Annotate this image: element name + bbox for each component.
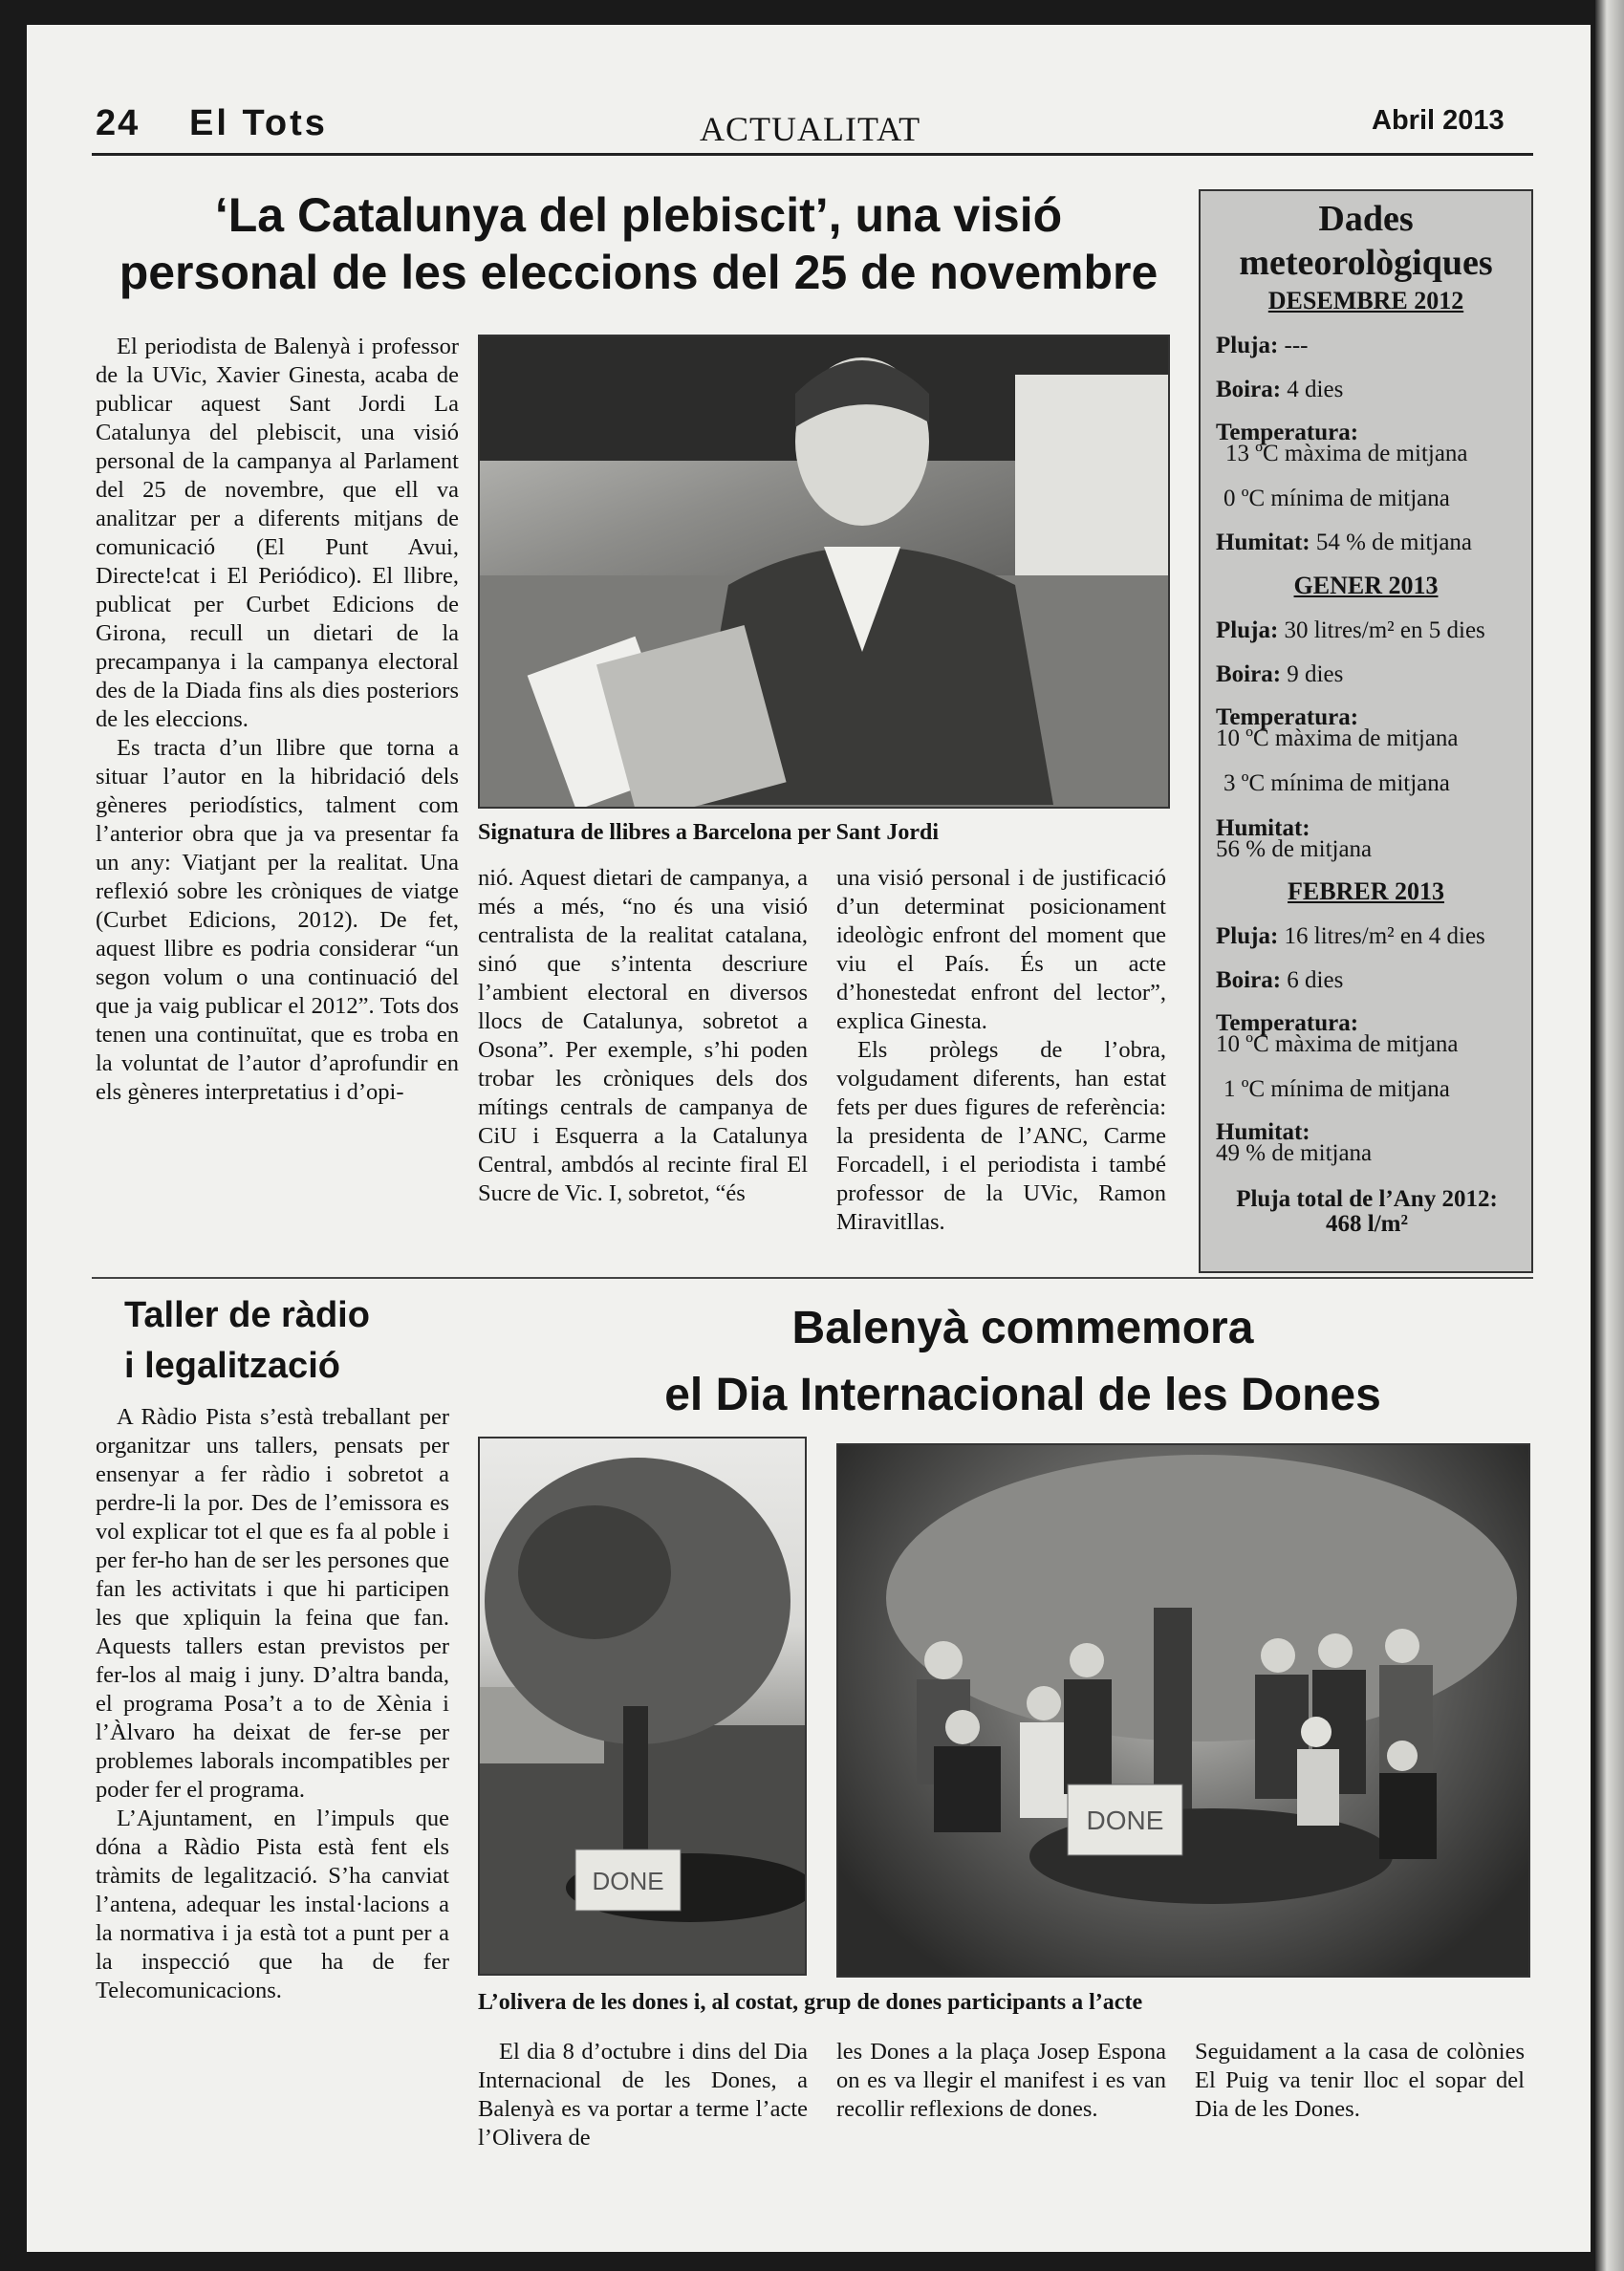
weather-humidity-value: 56 % de mitjana (1216, 836, 1373, 862)
article3-column-1 (478, 2038, 808, 2152)
publication-name: El Tots (189, 103, 328, 143)
weather-humidity-label: Humitat: (1216, 815, 1310, 841)
weather-total-value: 468 l/m² (1326, 1211, 1408, 1237)
weather-humidity-value: 54 % de mitjana (1315, 530, 1473, 555)
weather-rain-label: Pluja: (1216, 923, 1279, 949)
article1-column-3 (836, 864, 1166, 1237)
article1-paragraph: Els pròlegs de l’obra, volgudament diferents, han estat fets per dues figures de referència: la presidenta de l’ANC, Carme Forcadell, i el periodista i també professor de la UVic, Ramon Miravitllas. (836, 1037, 1166, 1235)
weather-rain (1216, 617, 1485, 644)
article1-paragraph: El periodista de Balenyà i professor de la UVic, Xavier Ginesta, acaba de publicar aquest Sant Jordi La Catalunya del plebiscit, una visió personal de la campanya al Parlament del 25 de novembre, que ell va analitzar per a diferents mitjans de comunicació (El Punt Avui, Directe!cat i El Periódico). El llibre, publicat per Curbet Edicions de Girona, recull un dietari de la precampanya i la campanya electoral des de la Diada fins als dies posteriors de les eleccions. (96, 334, 459, 732)
article1-headline: ‘La Catalunya del plebiscit’, una visió personal de les eleccions del 25 de novembre (119, 188, 1158, 299)
article2-paragraph: A Ràdio Pista s’està treballant per organitzar uns tallers, pensats per ensenyar a fer ràdio i sobretot a perdre-li la por. Des de l’emissora es vol explicar tot el que es fa al poble i per fer-ho han de ser les persones que fan les activitats i que hi participen les que xpliquin la feina que fan. Aquests tallers estan previstos per fer-los al maig i juny. D’altra banda, el programa Posa’t a to de Xènia i l’Àlvaro ha deixat de fer-se per problemes laborals incompatibles per poder fer el programa. (96, 1404, 449, 1803)
article3-column-3 (1195, 2038, 1525, 2124)
weather-title-line: Dades (1318, 199, 1414, 239)
weather-month-heading: FEBRER 2013 (1288, 877, 1444, 905)
weather-title (1199, 197, 1533, 285)
weather-fog-label: Boira: (1216, 661, 1282, 687)
weather-temp-label: Temperatura: (1216, 1010, 1359, 1036)
book-signing-illustration (480, 336, 1168, 807)
weather-temperature (1216, 1010, 1459, 1057)
page-number: 24 (96, 103, 141, 143)
page-spine (1595, 0, 1624, 2271)
olive-tree-illustration (480, 1438, 805, 1974)
weather-rain-label: Pluja: (1216, 333, 1279, 358)
article3-paragraph: les Dones a la plaça Josep Espona on es va llegir el manifest i es van recollir reflexions de dones. (836, 2039, 1166, 2122)
weather-month-heading: GENER 2013 (1293, 572, 1439, 599)
weather-temp-min: 3 ºC mínima de mitjana (1223, 770, 1450, 796)
weather-temp-min: 0 ºC mínima de mitjana (1223, 486, 1450, 511)
issue-date: Abril 2013 (1372, 105, 1505, 136)
weather-humidity-value: 49 % de mitjana (1216, 1140, 1373, 1166)
weather-fog-label: Boira: (1216, 967, 1282, 993)
article3-headline (612, 1295, 1434, 1428)
weather-rain-label: Pluja: (1216, 617, 1279, 643)
weather-temp-label: Temperatura: (1216, 420, 1359, 445)
weather-temp-min: 1 ºC mínima de mitjana (1223, 1076, 1450, 1102)
article2-headline-line: i legalització (124, 1346, 340, 1387)
article1-paragraph: una visió personal i de justificació d’un determinat posicionament ideològic enfront del moment que viu el País. És un acte d’honestedat enfront del lector”, explica Ginesta. (836, 865, 1166, 1034)
dones-sign-text: DONE (592, 1867, 664, 1895)
women-group-illustration (838, 1445, 1528, 1976)
weather-fog (1216, 967, 1343, 994)
section-divider (92, 1277, 1533, 1279)
weather-temp-max: 10 ºC màxima de mitjana (1216, 725, 1459, 751)
article2-headline-line: Taller de ràdio (124, 1295, 370, 1335)
article3-paragraph: El dia 8 d’octubre i dins del Dia Internacional de les Dones, a Balenyà es va portar a terme l’acte l’Olivera de (478, 2039, 808, 2151)
weather-total-label: Pluja total de l’Any 2012: (1236, 1186, 1498, 1212)
dones-sign-text: DONE (1086, 1806, 1164, 1835)
weather-temperature (1216, 422, 1468, 465)
weather-month-heading: DESEMBRE 2012 (1267, 287, 1464, 314)
header-rule (92, 153, 1533, 156)
weather-title-line: meteorològiques (1239, 243, 1493, 283)
article3-headline-line: Balenyà commemora (791, 1303, 1254, 1353)
article2-paragraph: L’Ajuntament, en l’impuls que dóna a Ràdio Pista està fent els tràmits de legalització. S’ha canviat l’antena, adequar les instal·lacions a la normativa i ja està tot a punt per a la inspecció que ha de fer Telecomunicacions. (96, 1806, 449, 2003)
article1-paragraph: nió. Aquest dietari de campanya, a més a més, “no és una visió centralista de la realitat catalana, sinó que s’intenta descriure l’ambient electoral en diversos llocs de Catalunya, sobretot a Osona”. Per exemple, s’hi poden trobar les cròniques dels dos mítings centrals de campanya de CiU i Esquerra a la Catalunya Central, ambdós al recinte firal El Sucre de Vic. I, sobretot, “és (478, 865, 808, 1206)
weather-humidity (1216, 530, 1472, 556)
weather-fog-value: 4 dies (1287, 377, 1344, 402)
weather-fog-value: 9 dies (1287, 661, 1344, 687)
article1-photo-caption: Signatura de llibres a Barcelona per Sant Jordi (478, 820, 940, 845)
weather-rain (1216, 333, 1309, 359)
weather-fog (1216, 661, 1343, 688)
weather-humidity-label: Humitat: (1216, 530, 1310, 555)
weather-rain-value: --- (1284, 333, 1309, 358)
weather-temp-max: 13 ºC màxima de mitjana (1225, 441, 1468, 466)
weather-temperature (1216, 704, 1459, 751)
weather-fog-value: 6 dies (1287, 967, 1344, 993)
book-signing-photo (478, 335, 1170, 809)
weather-rain (1216, 923, 1485, 950)
weather-rain-value: 30 litres/m² en 5 dies (1284, 617, 1485, 643)
olive-tree-photo (478, 1437, 807, 1976)
article1-column-1 (96, 333, 459, 1107)
women-group-photo (836, 1443, 1530, 1978)
weather-temp-label: Temperatura: (1216, 704, 1359, 730)
weather-rain-value: 16 litres/m² en 4 dies (1284, 923, 1485, 949)
weather-humidity-label: Humitat: (1216, 1119, 1310, 1145)
weather-humidity (1216, 815, 1373, 862)
weather-humidity (1216, 1119, 1373, 1166)
article3-headline-line: el Dia Internacional de les Dones (664, 1369, 1381, 1420)
article2-body (96, 1403, 449, 2005)
weather-annual-total (1204, 1187, 1529, 1237)
weather-fog-label: Boira: (1216, 377, 1282, 402)
section-title: ACTUALITAT (700, 110, 921, 148)
article1-paragraph: Es tracta d’un llibre que torna a situar l’autor en la hibridació dels gèneres periodístics, talment com l’anterior obra que ja va presentar fa un any: Viatjant per la realitat. Una reflexió sobre les cròniques de viatge (Curbet Edicions, 2012). De fet, aquest llibre es podria considerar “un segon volum o una continuació del que ja vaig publicar el 2012”. Tots dos tenen una continuïtat, que es troba en la voluntat de l’autor d’aprofundir en els gèneres interpretatius i d’opi- (96, 735, 459, 1105)
article3-photo-caption: L’olivera de les dones i, al costat, grup de dones participants a l’acte (478, 1990, 1143, 2015)
weather-temp-max: 10 ºC màxima de mitjana (1216, 1031, 1459, 1057)
article3-column-2 (836, 2038, 1166, 2124)
weather-fog (1216, 377, 1343, 403)
article3-paragraph: Seguidament a la casa de colònies El Puig va tenir lloc el sopar del Dia de les Dones. (1195, 2039, 1525, 2122)
article1-column-2 (478, 864, 808, 1208)
article2-headline (124, 1290, 459, 1392)
